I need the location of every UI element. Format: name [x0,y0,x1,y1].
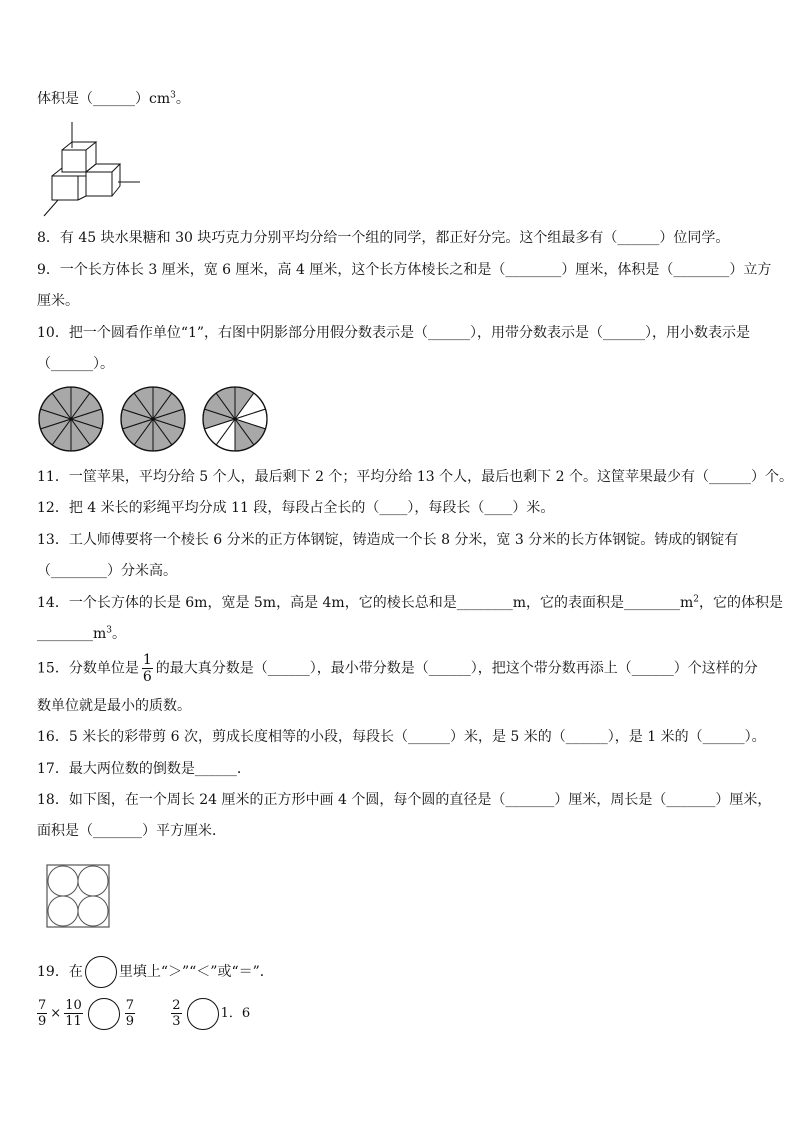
q16: 16．5 米长的彩带剪 6 次，剪成长度相等的小段，每段长（______）米，是 5 米的（______），是 1 米的（______）。 [37,729,766,745]
numerator: 2 [172,998,181,1013]
q11: 11．一筐苹果，平均分给 5 个人，最后剩下 2 个；平均分给 13 个人，最后也剩下 2 个。这筐苹果最少有（______）个。 [37,469,793,485]
q19-e1-frac3 [125,999,135,1028]
q9-line1: 9．一个长方体长 3 厘米，宽 6 厘米，高 4 厘米，这个长方体棱长之和是（________）厘米，体积是（________）立方 [37,262,772,278]
q18-line1: 18．如下图，在一个周长 24 厘米的正方形中画 4 个圆，每个圆的直径是（_______）厘米，周长是（_______）厘米， [37,792,772,808]
q14-sup1: 2 [693,594,699,605]
cube-figure [40,120,150,220]
q10-line1: 10．把一个圆看作单位“1”，右图中阴影部分用假分数表示是（______），用带分数表示是（______），用小数表示是 [37,325,751,341]
q7-sup: 3 [170,90,176,101]
answer-circle-1[interactable] [88,998,120,1030]
pie-circle-2 [121,387,185,451]
q13-line1: 13．工人师傅要将一个棱长 6 分米的正方体钢锭，铸造成一个长 8 分米，宽 3 分米的长方体钢锭。铸成的钢锭有 [37,532,739,548]
q14-text2: ，它的体积是 [699,595,783,611]
q19-e2-frac [171,999,181,1028]
denominator: 11 [65,1014,82,1029]
q17: 17．最大两位数的倒数是______． [37,761,251,777]
q14-text3: ________m [37,626,107,642]
q9-line2: 厘米。 [37,293,79,309]
q19-e1-op: × [50,1006,62,1021]
numerator: 7 [125,998,135,1013]
shaded-circles-figure [36,384,276,454]
square-four-circles-figure [46,864,112,930]
q15-text2: 的最大真分数是（______），最小带分数是（______），把这个带分数再添上（______）个这样的分 [155,660,758,677]
q8: 8．有 45 块水果糖和 30 块巧克力分别平均分给一个组的同学，都正好分完。这个组最多有（______）位同学。 [37,230,730,246]
q18-line2: 面积是（_______）平方厘米． [37,823,226,839]
answer-circle[interactable] [85,956,117,988]
q7-end: 。 [175,91,190,107]
q19-e1-frac1 [37,999,47,1028]
q19-exercises [37,996,250,1032]
denominator: 9 [125,1014,135,1029]
q13-line2: （________）分米高。 [37,563,177,579]
q14-text1: 14．一个长方体的长是 6m，宽是 5m，高是 4m，它的棱长总和是________m，它的表面积是________m [37,595,694,611]
q19-e2-value: 1．6 [220,1006,251,1021]
q19-text1: 19．在 [37,964,83,980]
answer-circle-2[interactable] [187,998,219,1030]
q19-e1-frac2 [64,999,83,1028]
q15-numerator: 1 [142,652,152,668]
q19-line1 [37,955,274,989]
q12: 12．把 4 米长的彩绳平均分成 11 段，每段占全长的（____），每段长（____）米。 [37,500,555,516]
pie-circle-3 [203,387,267,451]
q7-text: 体积是（______）cm [37,91,171,107]
q15-text1: 15．分数单位是 [37,660,139,677]
q10-line2: （______）。 [37,356,114,372]
q19-text2: 里填上“＞”“＜”或“＝”． [118,964,274,980]
q15-fraction [142,653,153,684]
pie-circle-1 [39,387,103,451]
q15-denominator: 6 [142,669,152,685]
q15-line2: 数单位就是最小的质数。 [37,698,191,714]
q14-line2 [37,625,126,643]
q14-text4: 。 [112,626,127,642]
q14-line1 [37,594,783,612]
q14-sup2: 3 [106,625,113,636]
numerator: 7 [38,998,47,1013]
denominator: 3 [172,1014,181,1029]
denominator: 9 [38,1014,47,1029]
q7-tail [37,90,190,108]
numerator: 10 [65,998,82,1013]
q15-line1 [37,653,758,684]
